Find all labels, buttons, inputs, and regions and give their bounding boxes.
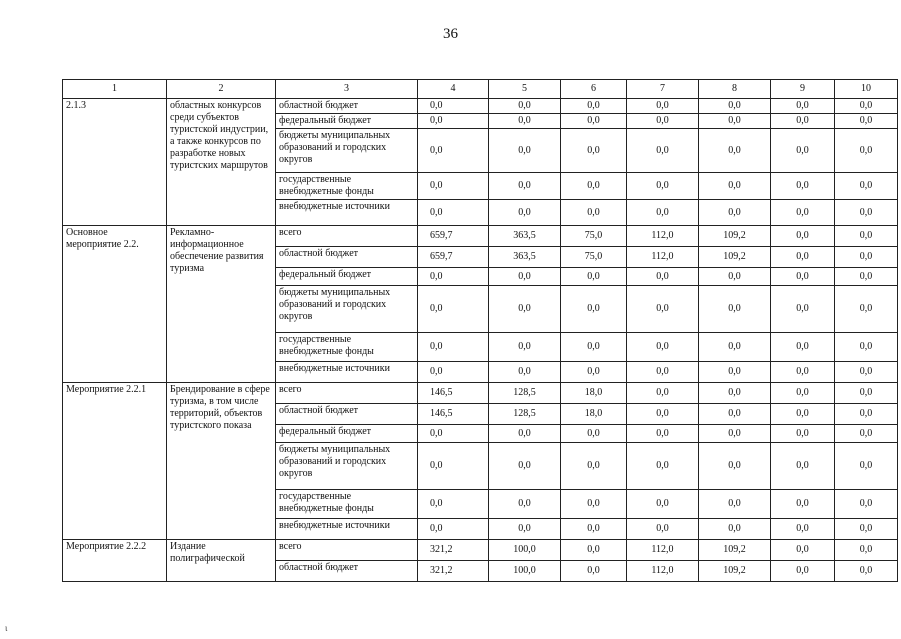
value-cell: 0,0 bbox=[561, 129, 627, 173]
value-cell: 0,0 bbox=[561, 443, 627, 490]
funding-source: внебюджетные источники bbox=[276, 519, 418, 540]
value-cell: 321,2 bbox=[418, 540, 489, 561]
value-cell: 0,0 bbox=[418, 362, 489, 383]
column-header: 8 bbox=[699, 80, 771, 99]
value-cell: 659,7 bbox=[418, 226, 489, 247]
value-cell: 0,0 bbox=[418, 519, 489, 540]
value-cell: 0,0 bbox=[561, 268, 627, 286]
funding-source: областной бюджет bbox=[276, 561, 418, 582]
funding-source: всего bbox=[276, 383, 418, 404]
value-cell: 0,0 bbox=[627, 129, 699, 173]
table-row bbox=[63, 540, 898, 561]
value-cell: 0,0 bbox=[771, 226, 835, 247]
value-cell: 0,0 bbox=[418, 129, 489, 173]
value-cell: 112,0 bbox=[627, 540, 699, 561]
measure-name: Издание полиграфической bbox=[167, 540, 276, 582]
value-cell: 0,0 bbox=[489, 443, 561, 490]
value-cell: 0,0 bbox=[418, 286, 489, 333]
value-cell: 112,0 bbox=[627, 226, 699, 247]
page-number: 36 bbox=[443, 26, 458, 42]
value-cell: 0,0 bbox=[627, 200, 699, 226]
value-cell: 0,0 bbox=[771, 99, 835, 114]
value-cell: 321,2 bbox=[418, 561, 489, 582]
value-cell: 0,0 bbox=[627, 383, 699, 404]
value-cell: 0,0 bbox=[771, 129, 835, 173]
value-cell: 0,0 bbox=[835, 129, 898, 173]
value-cell: 0,0 bbox=[835, 247, 898, 268]
value-cell: 0,0 bbox=[771, 286, 835, 333]
value-cell: 0,0 bbox=[699, 425, 771, 443]
value-cell: 112,0 bbox=[627, 247, 699, 268]
value-cell: 0,0 bbox=[835, 519, 898, 540]
value-cell: 0,0 bbox=[771, 443, 835, 490]
value-cell: 0,0 bbox=[771, 519, 835, 540]
value-cell: 0,0 bbox=[489, 286, 561, 333]
value-cell: 0,0 bbox=[771, 114, 835, 129]
value-cell: 0,0 bbox=[489, 490, 561, 519]
value-cell: 0,0 bbox=[699, 383, 771, 404]
value-cell: 0,0 bbox=[835, 173, 898, 200]
measure-name: Рекламно-информационное обеспечение развития туризма bbox=[167, 226, 276, 383]
value-cell: 109,2 bbox=[699, 540, 771, 561]
funding-source: бюджеты муниципальных образований и городских округов bbox=[276, 286, 418, 333]
measure-code: Мероприятие 2.2.1 bbox=[63, 383, 167, 540]
value-cell: 0,0 bbox=[489, 425, 561, 443]
value-cell: 0,0 bbox=[627, 114, 699, 129]
value-cell: 109,2 bbox=[699, 226, 771, 247]
funding-source: государственные внебюджетные фонды bbox=[276, 173, 418, 200]
value-cell: 0,0 bbox=[561, 519, 627, 540]
column-header: 2 bbox=[167, 80, 276, 99]
funding-source: федеральный бюджет bbox=[276, 114, 418, 129]
column-header: 3 bbox=[276, 80, 418, 99]
header-row bbox=[63, 80, 898, 99]
value-cell: 0,0 bbox=[418, 443, 489, 490]
value-cell: 0,0 bbox=[771, 200, 835, 226]
value-cell: 0,0 bbox=[489, 114, 561, 129]
value-cell: 0,0 bbox=[418, 425, 489, 443]
value-cell: 0,0 bbox=[418, 268, 489, 286]
measure-name: Брендирование в сфере туризма, в том числе территорий, объектов туристского показа bbox=[167, 383, 276, 540]
value-cell: 128,5 bbox=[489, 404, 561, 425]
value-cell: 0,0 bbox=[771, 333, 835, 362]
funding-source: внебюджетные источники bbox=[276, 200, 418, 226]
value-cell: 0,0 bbox=[418, 173, 489, 200]
column-header: 5 bbox=[489, 80, 561, 99]
value-cell: 0,0 bbox=[835, 443, 898, 490]
funding-source: государственные внебюджетные фонды bbox=[276, 490, 418, 519]
funding-source: федеральный бюджет bbox=[276, 268, 418, 286]
value-cell: 0,0 bbox=[561, 114, 627, 129]
value-cell: 0,0 bbox=[771, 490, 835, 519]
value-cell: 109,2 bbox=[699, 247, 771, 268]
funding-source: областной бюджет bbox=[276, 404, 418, 425]
value-cell: 0,0 bbox=[699, 200, 771, 226]
value-cell: 0,0 bbox=[489, 333, 561, 362]
value-cell: 0,0 bbox=[699, 114, 771, 129]
value-cell: 0,0 bbox=[489, 268, 561, 286]
value-cell: 0,0 bbox=[699, 268, 771, 286]
measure-code: Мероприятие 2.2.2 bbox=[63, 540, 167, 582]
table-body bbox=[63, 80, 898, 582]
value-cell: 0,0 bbox=[771, 425, 835, 443]
value-cell: 0,0 bbox=[699, 443, 771, 490]
value-cell: 75,0 bbox=[561, 226, 627, 247]
value-cell: 112,0 bbox=[627, 561, 699, 582]
value-cell: 128,5 bbox=[489, 383, 561, 404]
value-cell: 0,0 bbox=[489, 362, 561, 383]
value-cell: 0,0 bbox=[627, 404, 699, 425]
value-cell: 146,5 bbox=[418, 383, 489, 404]
value-cell: 0,0 bbox=[835, 362, 898, 383]
value-cell: 0,0 bbox=[418, 99, 489, 114]
value-cell: 0,0 bbox=[835, 200, 898, 226]
value-cell: 18,0 bbox=[561, 383, 627, 404]
value-cell: 0,0 bbox=[627, 425, 699, 443]
value-cell: 0,0 bbox=[489, 173, 561, 200]
value-cell: 0,0 bbox=[627, 333, 699, 362]
value-cell: 0,0 bbox=[699, 286, 771, 333]
value-cell: 0,0 bbox=[561, 425, 627, 443]
measure-name: областных конкурсов среди субъектов туристской индустрии, а также конкурсов по разработке новых туристских маршрутов bbox=[167, 99, 276, 226]
value-cell: 0,0 bbox=[699, 333, 771, 362]
value-cell: 0,0 bbox=[561, 99, 627, 114]
column-header: 4 bbox=[418, 80, 489, 99]
funding-source: бюджеты муниципальных образований и городских округов bbox=[276, 129, 418, 173]
value-cell: 0,0 bbox=[835, 540, 898, 561]
funding-source: всего bbox=[276, 226, 418, 247]
column-header: 10 bbox=[835, 80, 898, 99]
value-cell: 0,0 bbox=[771, 404, 835, 425]
funding-source: областной бюджет bbox=[276, 99, 418, 114]
value-cell: 0,0 bbox=[771, 561, 835, 582]
value-cell: 0,0 bbox=[627, 443, 699, 490]
value-cell: 0,0 bbox=[627, 268, 699, 286]
value-cell: 18,0 bbox=[561, 404, 627, 425]
value-cell: 146,5 bbox=[418, 404, 489, 425]
value-cell: 0,0 bbox=[835, 99, 898, 114]
value-cell: 0,0 bbox=[835, 490, 898, 519]
value-cell: 0,0 bbox=[699, 490, 771, 519]
value-cell: 0,0 bbox=[771, 383, 835, 404]
value-cell: 0,0 bbox=[699, 99, 771, 114]
value-cell: 0,0 bbox=[561, 286, 627, 333]
value-cell: 0,0 bbox=[699, 519, 771, 540]
funding-source: областной бюджет bbox=[276, 247, 418, 268]
funding-source: государственные внебюджетные фонды bbox=[276, 333, 418, 362]
value-cell: 100,0 bbox=[489, 540, 561, 561]
value-cell: 0,0 bbox=[627, 490, 699, 519]
value-cell: 0,0 bbox=[699, 404, 771, 425]
measure-code: 2.1.3 bbox=[63, 99, 167, 226]
value-cell: 0,0 bbox=[418, 114, 489, 129]
value-cell: 0,0 bbox=[418, 490, 489, 519]
value-cell: 363,5 bbox=[489, 247, 561, 268]
value-cell: 0,0 bbox=[835, 226, 898, 247]
value-cell: 0,0 bbox=[835, 114, 898, 129]
table-row bbox=[63, 99, 898, 114]
column-header: 6 bbox=[561, 80, 627, 99]
value-cell: 0,0 bbox=[699, 129, 771, 173]
value-cell: 0,0 bbox=[418, 333, 489, 362]
value-cell: 0,0 bbox=[835, 404, 898, 425]
value-cell: 0,0 bbox=[627, 519, 699, 540]
value-cell: 0,0 bbox=[835, 333, 898, 362]
value-cell: 0,0 bbox=[561, 490, 627, 519]
value-cell: 0,0 bbox=[771, 540, 835, 561]
funding-source: федеральный бюджет bbox=[276, 425, 418, 443]
measure-code: Основное мероприятие 2.2. bbox=[63, 226, 167, 383]
value-cell: 659,7 bbox=[418, 247, 489, 268]
column-header: 1 bbox=[63, 80, 167, 99]
value-cell: 109,2 bbox=[699, 561, 771, 582]
value-cell: 0,0 bbox=[627, 286, 699, 333]
value-cell: 0,0 bbox=[561, 362, 627, 383]
funding-source: внебюджетные источники bbox=[276, 362, 418, 383]
value-cell: 363,5 bbox=[489, 226, 561, 247]
value-cell: 0,0 bbox=[835, 286, 898, 333]
value-cell: 0,0 bbox=[561, 540, 627, 561]
funding-source: всего bbox=[276, 540, 418, 561]
value-cell: 0,0 bbox=[418, 200, 489, 226]
value-cell: 0,0 bbox=[561, 333, 627, 362]
budget-table bbox=[62, 79, 898, 582]
value-cell: 0,0 bbox=[835, 268, 898, 286]
value-cell: 0,0 bbox=[835, 561, 898, 582]
value-cell: 0,0 bbox=[771, 362, 835, 383]
value-cell: 0,0 bbox=[489, 519, 561, 540]
value-cell: 0,0 bbox=[699, 173, 771, 200]
table-row bbox=[63, 383, 898, 404]
value-cell: 0,0 bbox=[835, 383, 898, 404]
value-cell: 0,0 bbox=[489, 129, 561, 173]
value-cell: 0,0 bbox=[771, 247, 835, 268]
column-header: 9 bbox=[771, 80, 835, 99]
value-cell: 100,0 bbox=[489, 561, 561, 582]
value-cell: 0,0 bbox=[561, 173, 627, 200]
value-cell: 0,0 bbox=[835, 425, 898, 443]
value-cell: 0,0 bbox=[489, 99, 561, 114]
value-cell: 0,0 bbox=[561, 561, 627, 582]
value-cell: 0,0 bbox=[771, 268, 835, 286]
value-cell: 0,0 bbox=[489, 200, 561, 226]
value-cell: 0,0 bbox=[627, 99, 699, 114]
value-cell: 0,0 bbox=[771, 173, 835, 200]
funding-source: бюджеты муниципальных образований и городских округов bbox=[276, 443, 418, 490]
value-cell: 0,0 bbox=[627, 362, 699, 383]
table-row bbox=[63, 226, 898, 247]
value-cell: 0,0 bbox=[561, 200, 627, 226]
value-cell: 75,0 bbox=[561, 247, 627, 268]
value-cell: 0,0 bbox=[627, 173, 699, 200]
column-header: 7 bbox=[627, 80, 699, 99]
value-cell: 0,0 bbox=[699, 362, 771, 383]
scan-mark: ι bbox=[5, 623, 8, 633]
